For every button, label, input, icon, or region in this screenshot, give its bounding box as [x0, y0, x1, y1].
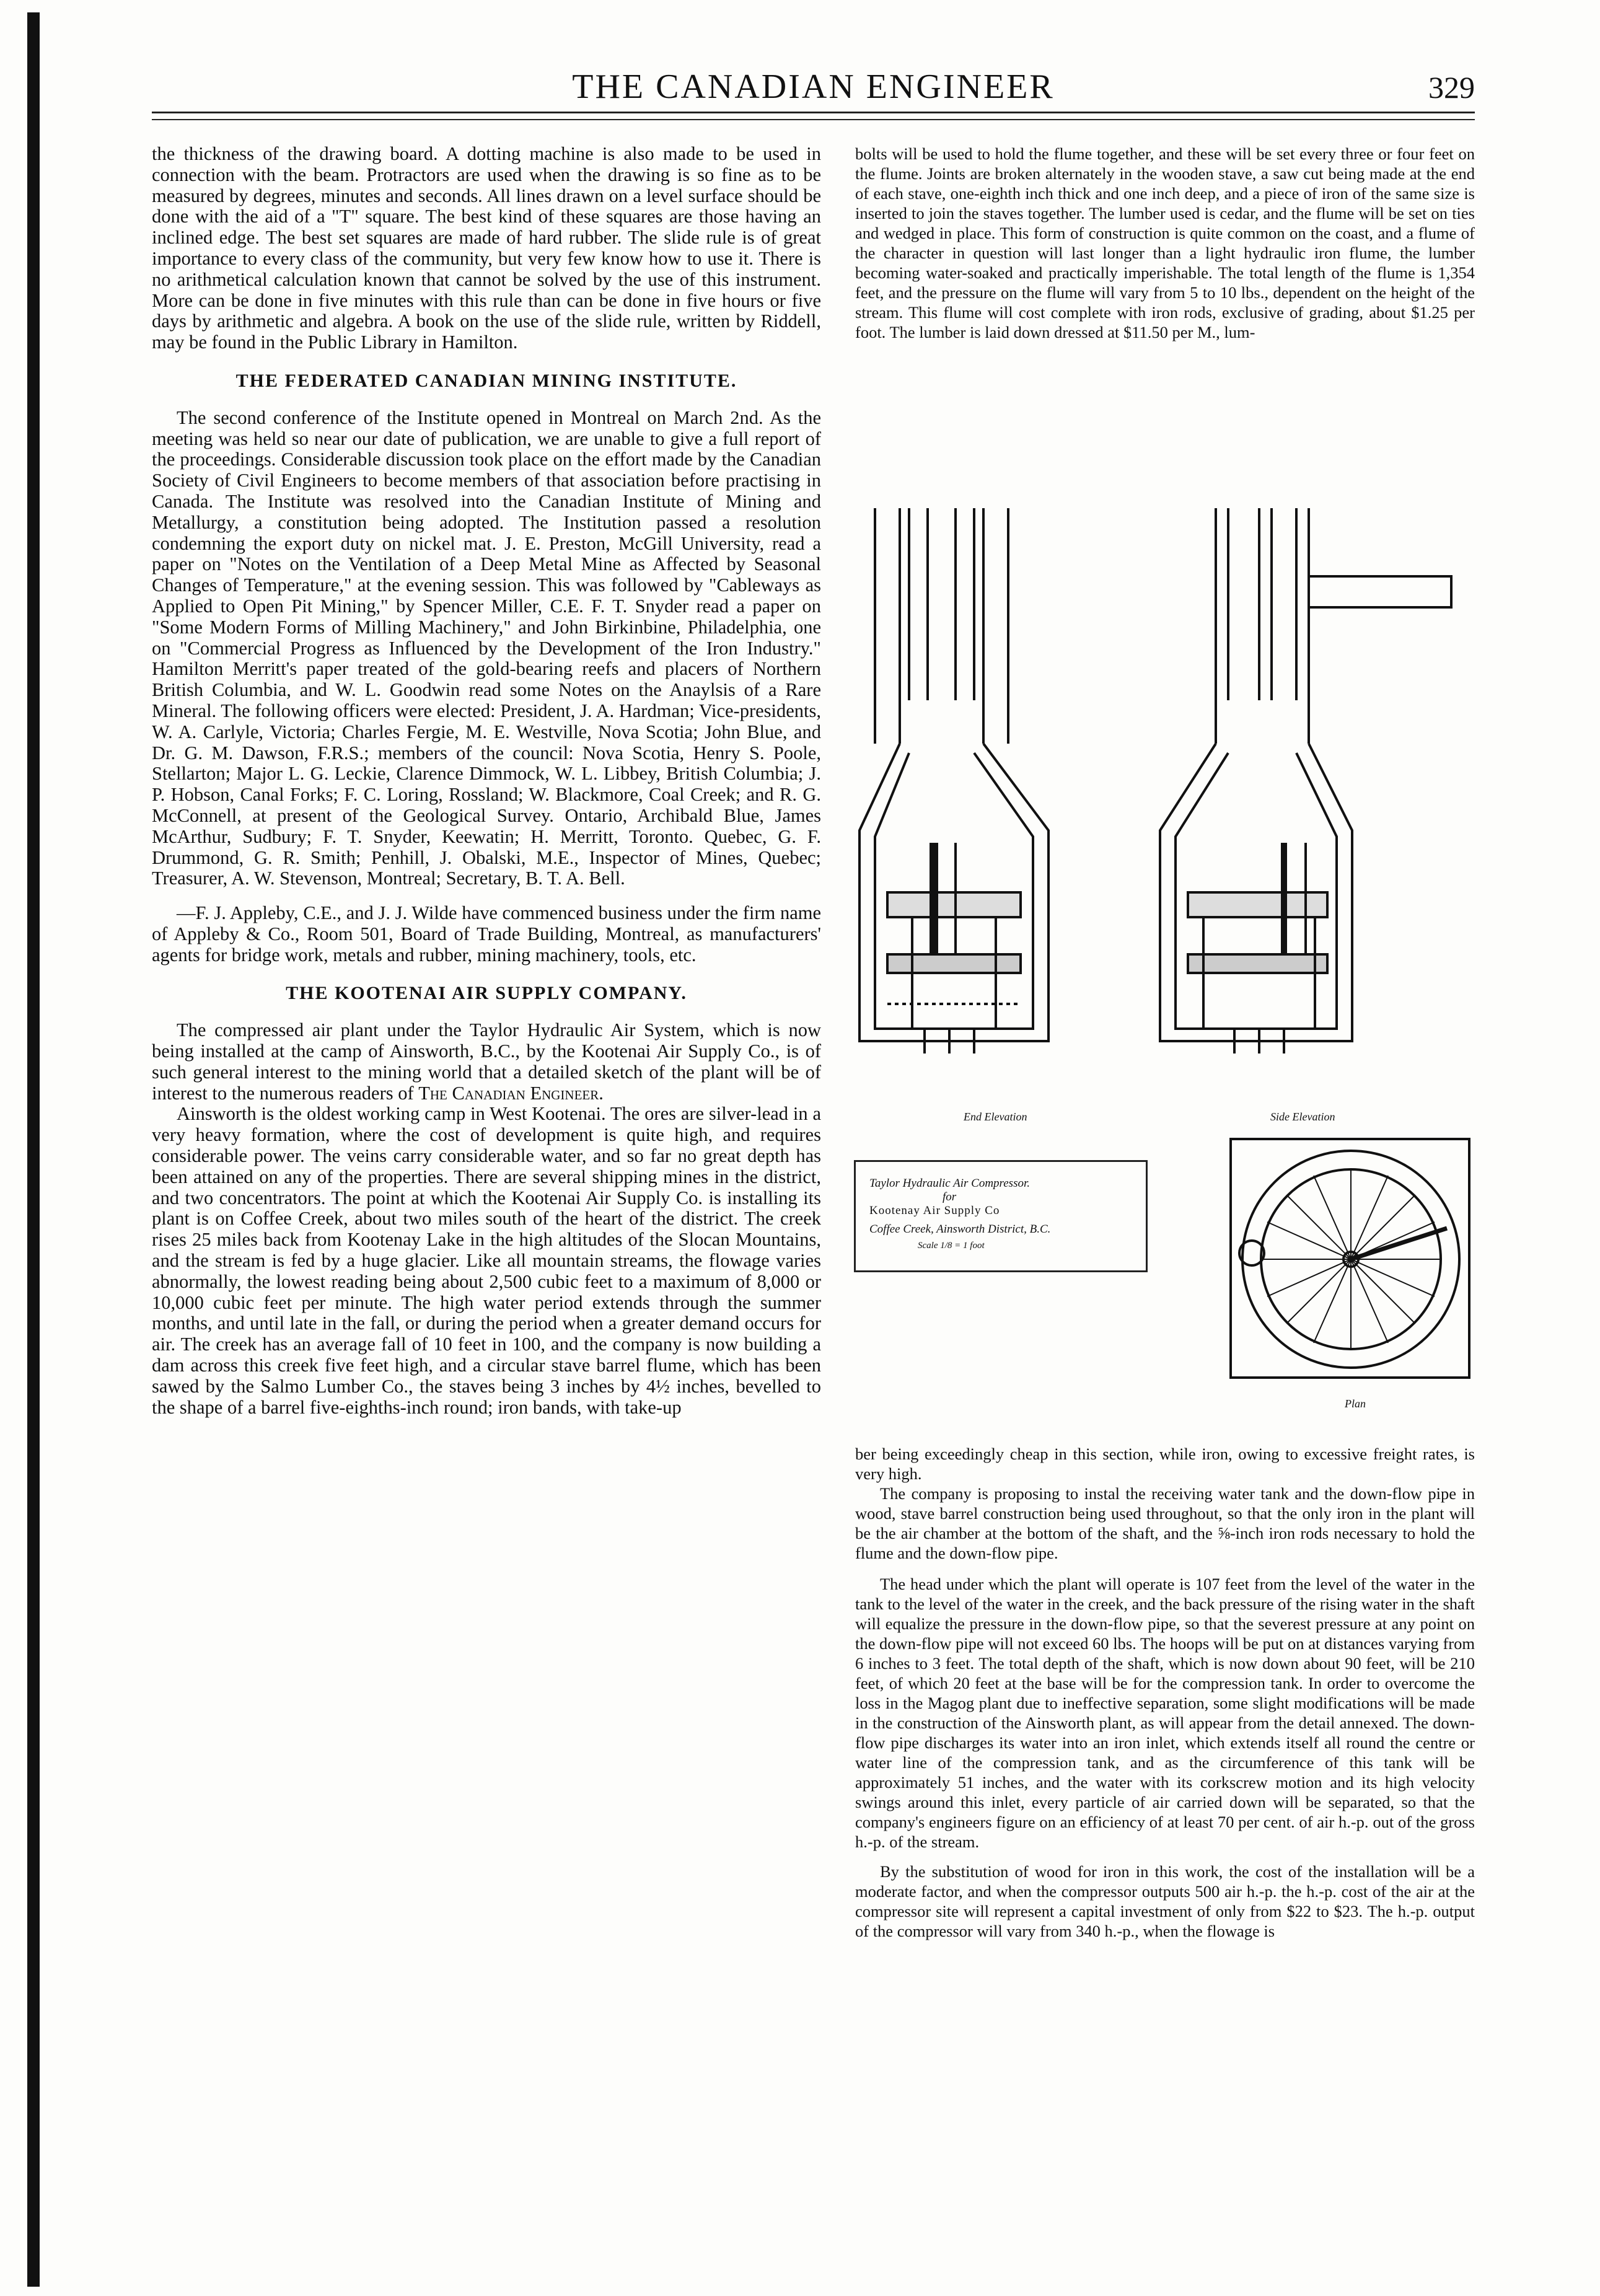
right-column-bottom: [855, 1444, 1475, 1941]
paragraph-kootenai-intro: The compressed air plant under the Taylor Hydraulic Air System, which is now being installed at the camp of Ainsworth, B.C., by the Kootenai Air Supply Co., is of such general interest to the mining world that a detailed sketch of the plant will be of interest to the numerous readers of The Canadian Engineer.: [152, 1019, 821, 1104]
header-rule-top: [152, 112, 1475, 113]
paragraph-proposing: The company is proposing to instal the receiving water tank and the down-flow pipe in wood, stave barrel construction being used throughout, so that the only iron in the plant will be the air chamber at the bottom of the shaft, and the ⅝-inch iron rods necessary to hold the flume and the down-flow pipe.: [855, 1484, 1475, 1562]
figure-title-line-4: Coffee Creek, Ainsworth District, B.C.: [869, 1223, 1051, 1236]
figure-title-line-3: Kootenay Air Supply Co: [869, 1204, 1000, 1217]
caption-end-elevation: End Elevation: [964, 1111, 1027, 1123]
journal-title: THE CANADIAN ENGINEER: [572, 68, 1055, 106]
heading-mining-institute: THE FEDERATED CANADIAN MINING INSTITUTE.: [235, 370, 737, 391]
page-binding-edge: [27, 12, 40, 2287]
figure-title-box: [854, 1160, 1148, 1272]
figure-title-line-5: Scale 1/8 = 1 foot: [918, 1241, 985, 1251]
paragraph-mining-institute: The second conference of the Institute opened in Montreal on March 2nd. As the meeting was held so near our date of publication, we are unable to give a full report of the proceedings. Considerable discussion took place on the effort made by the Canadian Society of Civil Engineers to become members of that association before practising in Canada. The Institute was resolved into the Canadian Institute of Mining and Metallurgy, a constitution being adopted. The Institution passed a resolution condemning the export duty on nickel mat. J. E. Preston, McGill University, read a paper on "Notes on the Ventilation of a Deep Metal Mine as Affected by Seasonal Changes of Temperature," at the evening session. This was followed by "Cableways as Applied to Open Pit Mining," by Spencer Miller, C.E. F. T. Snyder read a paper on "Some Modern Forms of Milling Machinery," and John Birkinbine, Philadelphia, one on "Commercial Progress as Influenced by the Development of the Iron Industry." Hamilton Merritt's paper treated of the gold-bearing reefs and placers of Northern British Columbia, and W. L. Goodwin read some Notes on the Anaylsis of a Rare Mineral. The following officers were elected: President, J. A. Hardman; Vice-presidents, W. A. Carlyle, Victoria; Charles Fergie, M. E. Westville, Nova Scotia; John Blue, and Dr. G. M. Dawson, F.R.S.; members of the council: Nova Scotia, Henry S. Poole, Stellarton; Major L. G. Leckie, Clarence Dimmock, W. L. Libbey, British Columbia; J. P. Hobson, Canal Forks; F. C. Loring, Rossland; W. Blackmore, Coal Creek; and R. G. McConnell, at present of the Geological Survey. Ontario, Archibald Blue, James McArthur, Sudbury; F. T. Snyder, Keewatin; H. Merritt, Toronto. Quebec, G. F. Drummond, G. R. Smith; Penhill, J. Obalski, M.E., Inspector of Mines, Quebec; Treasurer, A. W. Stevenson, Montreal; Secretary, B. T. A. Bell.: [152, 407, 821, 889]
paragraph-ainsworth: Ainsworth is the oldest working camp in West Kootenai. The ores are silver-lead in a very heavy formation, where the cost of development is quite high, and requires considerable power. The veins carry considerable water, and so far no great depth has been attained on any of the properties. There are several shipping mines in the district, and two concentrators. The point at which the Kootenai Air Supply Co. is installing its plant is on Coffee Creek, about two miles south of the heart of the district. The creek rises 25 miles back from Kootenay Lake in the high altitudes of the Slocan Mountains, and the stream is fed by a huge glacier. Like all mountain streams, the flowage varies abnormally, the lowest reading being about 2,500 cubic feet to a maximum of 8,000 or 10,000 cubic feet per minute. The high water period extends through the summer months, and until late in the fall, or during the period when a greater demand occurs for air. The creek has an average fall of 10 feet in 100, and the company is now building a dam across this creek five feet high, and a circular stave barrel flume, which has been sawed by the Salmo Lumber Co., the staves being 3 inches by 4½ inches, bevelled to the shape of a barrel five-eighths-inch round; iron bands, with take-up: [152, 1103, 821, 1418]
paragraph-lumber-cost: ber being exceedingly cheap in this section, while iron, owing to excessive freight rates, is very high.: [855, 1445, 1475, 1483]
page-number: 329: [1428, 70, 1475, 105]
caption-plan: Plan: [1345, 1397, 1366, 1410]
page-header: [152, 67, 1475, 110]
journal-name-inline: The Canadian Engineer: [418, 1082, 599, 1104]
plan-view: [1227, 1135, 1475, 1396]
kootenai-intro-text: The compressed air plant under the Taylor Hydraulic Air System, which is now being installed at the camp of Ainsworth, B.C., by the Kootenai Air Supply Co., is of such general interest to the mining world that a detailed sketch of the plant will be of interest to the numerous readers of: [152, 1019, 821, 1104]
left-column: [152, 144, 821, 1418]
compressor-figure: [850, 496, 1476, 1177]
right-column-top: [855, 144, 1475, 342]
paragraph-flume: bolts will be used to hold the flume together, and these will be set every three or four feet on the flume. Joints are broken alternately in the wooden stave, a saw cut being made at the end of each stave, one-eighth inch thick and one inch deep, and a piece of iron of the same size is inserted to join the staves together. The lumber used is cedar, and the flume will be set on ties and wedged in place. This form of construction is quite common on the coast, and a flume of the character in question will last longer than a light hydraulic iron flume, the lumber becoming water-soaked and practically imperishable. The total length of the flume is 1,354 feet, and the pressure on the flume will vary from 5 to 10 lbs., dependent on the height of the stream. This flume will cost complete with iron rods, exclusive of grading, about $1.25 per foot. The lumber is laid down dressed at $11.50 per M., lum-: [855, 144, 1475, 341]
paragraph-appleby: —F. J. Appleby, C.E., and J. J. Wilde have commenced business under the firm name of Appleby & Co., Room 501, Board of Trade Building, Montreal, as manufacturers' agents for bridge work, metals and rubber, mining machinery, tools, etc.: [152, 902, 821, 965]
figure-title-line-1: Taylor Hydraulic Air Compressor.: [869, 1177, 1030, 1190]
header-rule-bottom: [152, 119, 1475, 120]
heading-kootenai: THE KOOTENAI AIR SUPPLY COMPANY.: [286, 983, 687, 1004]
paragraph-slide-rule: the thickness of the drawing board. A dotting machine is also made to be used in connection with the beam. Protractors are used when the drawing is so fine as to be measured by degrees, minutes and seconds. All lines drawn on a level surface should be done with the aid of a "T" square. The best kind of these squares are those having an inclined edge. The best set squares are made of hard rubber. The slide rule is of great importance to every class of the community, but very few know how to use it. There is no arithmetical calculation known that cannot be solved by the use of this instrument. More can be done in five minutes with this rule than can be done in five hours or five days by arithmetic and algebra. A book on the use of the slide rule, written by Riddell, may be found in the Public Library in Hamilton.: [152, 143, 821, 353]
figure-title-line-2: for: [943, 1190, 957, 1203]
end-elevation-drawing: [859, 508, 1048, 1053]
paragraph-head-pressure: The head under which the plant will operate is 107 feet from the level of the water in the tank to the level of the water in the creek, and the back pressure of the rising water in the shaft will equalize the pressure in the down-flow pipe, so that the severest pressure at any point on the down-flow pipe will not exceed 60 lbs. The hoops will be put on at distances varying from 6 inches to 3 feet. The total depth of the shaft, which is now down about 90 feet, will be 210 feet, of which 20 feet at the base will be for the compression tank. In order to overcome the loss in the Magog plant due to ineffective separation, some slight modifications will be made in the construction of the Ainsworth plant, as will appear from the detail annexed. The down-flow pipe discharges its water into an iron inlet, which extends itself all round the centre or water line of the compression tank, and as the circumference of this tank will be approximately 51 inches, and the water with its corkscrew motion and its high velocity swings around this inlet, every particle of air carried down will be separated, so that the company's engineers figure on an efficiency of at least 70 per cent. of air h.-p. out of the gross h.-p. of the stream.: [855, 1575, 1475, 1851]
paragraph-substitution: By the substitution of wood for iron in this work, the cost of the installation will be a moderate factor, and when the compressor outputs 500 air h.-p. the h.-p. cost of the air at the compressor site will represent a capital investment of only from $22 to $23. The h.-p. output of the compressor will vary from 340 h.-p., when the flowage is: [855, 1862, 1475, 1940]
caption-side-elevation: Side Elevation: [1270, 1111, 1335, 1123]
side-elevation-drawing: [1160, 508, 1451, 1053]
